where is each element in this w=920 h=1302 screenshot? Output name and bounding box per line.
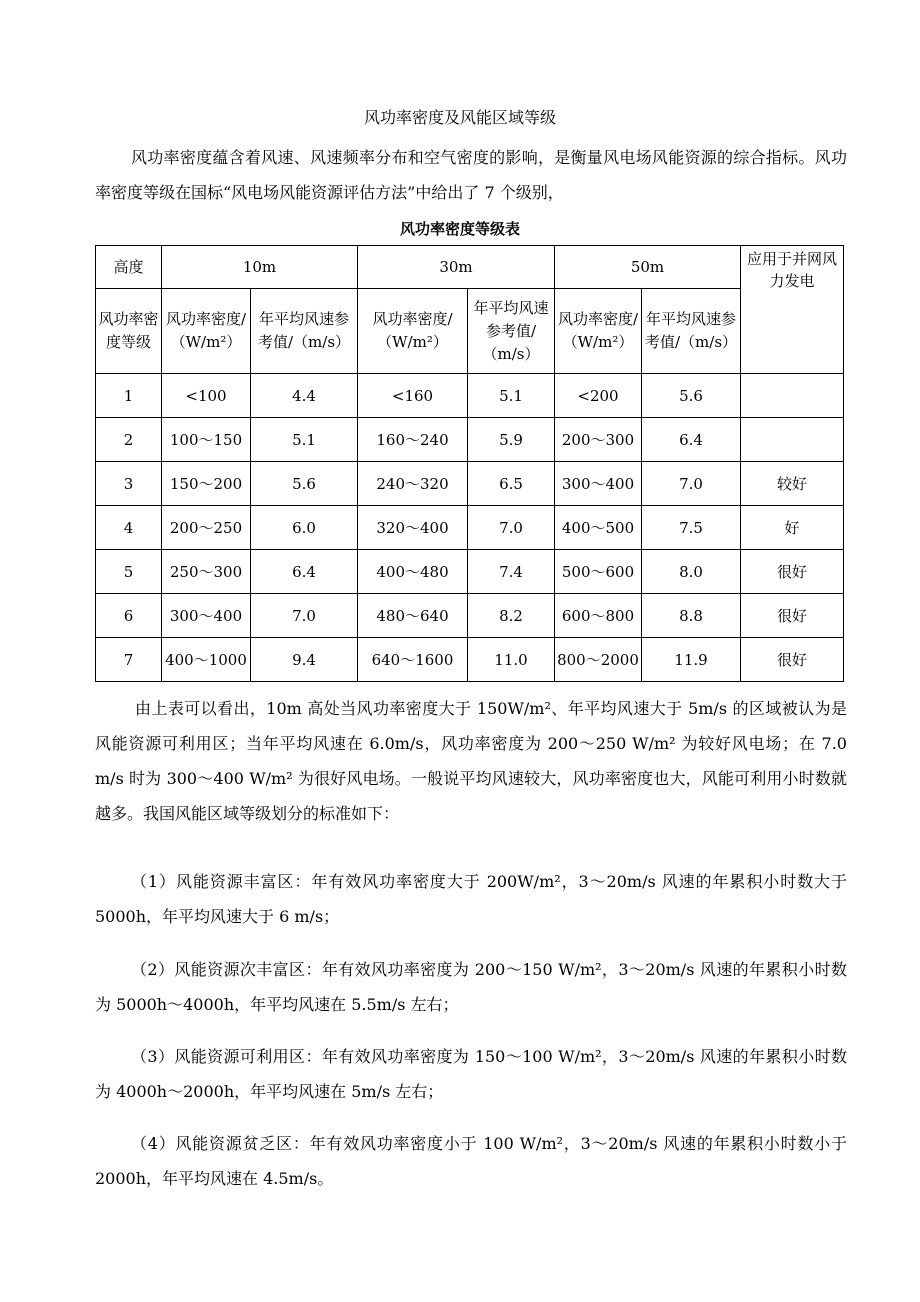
cell-speed-50m: 8.0 <box>642 550 741 594</box>
zone-item-usable: （3）风能资源可利用区：年有效风功率密度为 150～100 W/m²，3～20m/s 风速的年累积小时数为 4000h～2000h，年平均风速在 5m/s 左右； <box>95 1047 847 1101</box>
cell-speed-10m: 6.4 <box>251 550 358 594</box>
table-row <box>96 462 844 506</box>
cell-speed-50m: 7.0 <box>642 462 741 506</box>
table-header-heights <box>96 246 844 289</box>
header-speed-30m: 年平均风速参考值/（m/s） <box>468 289 555 374</box>
cell-density-30m: 160～240 <box>358 418 468 462</box>
header-density-10m: 风功率密度/（W/m²） <box>162 289 251 374</box>
cell-grade: 6 <box>96 594 162 638</box>
cell-speed-30m: 8.2 <box>468 594 555 638</box>
header-height-10m: 10m <box>162 246 358 289</box>
cell-density-30m: 320～400 <box>358 506 468 550</box>
zone-item-poor: （4）风能资源贫乏区：年有效风功率密度小于 100 W/m²，3～20m/s 风速的年累积小时数小于 2000h，年平均风速在 4.5m/s。 <box>95 1134 847 1188</box>
cell-speed-50m: 6.4 <box>642 418 741 462</box>
cell-speed-10m: 5.1 <box>251 418 358 462</box>
cell-density-50m: 500～600 <box>555 550 642 594</box>
cell-use: 很好 <box>741 638 844 682</box>
cell-speed-10m: 6.0 <box>251 506 358 550</box>
header-speed-10m: 年平均风速参考值/（m/s） <box>251 289 358 374</box>
cell-density-50m: 300～400 <box>555 462 642 506</box>
zone-item-sub-rich: （2）风能资源次丰富区：年有效风功率密度为 200～150 W/m²，3～20m/s 风速的年累积小时数为 5000h～4000h，年平均风速在 5.5m/s 左右； <box>95 960 847 1014</box>
table-row <box>96 374 844 418</box>
cell-speed-10m: 7.0 <box>251 594 358 638</box>
table-row <box>96 550 844 594</box>
cell-use: 很好 <box>741 550 844 594</box>
cell-grade: 5 <box>96 550 162 594</box>
table-row <box>96 594 844 638</box>
cell-speed-30m: 5.9 <box>468 418 555 462</box>
cell-speed-30m: 5.1 <box>468 374 555 418</box>
header-height-label: 高度 <box>96 246 162 289</box>
header-grade: 风功率密度等级 <box>96 289 162 374</box>
cell-speed-10m: 4.4 <box>251 374 358 418</box>
document-title: 风功率密度及风能区域等级 <box>363 108 556 127</box>
cell-use <box>741 374 844 418</box>
table-row <box>96 418 844 462</box>
cell-speed-10m: 5.6 <box>251 462 358 506</box>
table-row <box>96 506 844 550</box>
cell-grade: 1 <box>96 374 162 418</box>
header-speed-50m: 年平均风速参考值/（m/s） <box>642 289 741 374</box>
cell-density-10m: 200～250 <box>162 506 251 550</box>
cell-density-10m: <100 <box>162 374 251 418</box>
zone-item-rich: （1）风能资源丰富区：年有效风功率密度大于 200W/m²，3～20m/s 风速的年累积小时数大于 5000h，年平均风速大于 6 m/s； <box>95 872 847 926</box>
cell-density-10m: 300～400 <box>162 594 251 638</box>
cell-speed-50m: 7.5 <box>642 506 741 550</box>
cell-density-10m: 250～300 <box>162 550 251 594</box>
cell-density-10m: 100～150 <box>162 418 251 462</box>
cell-density-50m: 600～800 <box>555 594 642 638</box>
cell-grade: 7 <box>96 638 162 682</box>
analysis-paragraph: 由上表可以看出，10m 高处当风功率密度大于 150W/m²、年平均风速大于 5m/s 的区域被认为是风能资源可利用区；当年平均风速在 6.0m/s，风功率密度为 200～250 W/m² 为较好风电场；在 7.0 m/s 时为 300～400 W/m² 为很好风电场。一般说平均风速较大，风功率密度也大，风能可利用小时数就越多。我国风能区域等级划分的标准如下： <box>95 699 847 823</box>
cell-density-30m: 240～320 <box>358 462 468 506</box>
cell-density-10m: 400～1000 <box>162 638 251 682</box>
cell-speed-30m: 6.5 <box>468 462 555 506</box>
cell-density-30m: 640～1600 <box>358 638 468 682</box>
header-height-30m: 30m <box>358 246 555 289</box>
cell-speed-50m: 5.6 <box>642 374 741 418</box>
header-density-30m: 风功率密度/（W/m²） <box>358 289 468 374</box>
table-row <box>96 638 844 682</box>
cell-density-50m: 200～300 <box>555 418 642 462</box>
cell-speed-30m: 7.4 <box>468 550 555 594</box>
table-header-columns <box>96 289 844 374</box>
cell-speed-50m: 11.9 <box>642 638 741 682</box>
cell-density-10m: 150～200 <box>162 462 251 506</box>
cell-density-30m: <160 <box>358 374 468 418</box>
cell-use: 较好 <box>741 462 844 506</box>
cell-speed-10m: 9.4 <box>251 638 358 682</box>
intro-paragraph: 风功率密度蕴含着风速、风速频率分布和空气密度的影响，是衡量风电场风能资源的综合指标。风功率密度等级在国标“风电场风能资源评估方法”中给出了 7 个级别， <box>95 148 847 202</box>
table-title: 风功率密度等级表 <box>399 220 520 238</box>
cell-speed-30m: 11.0 <box>468 638 555 682</box>
cell-density-50m: 800～2000 <box>555 638 642 682</box>
cell-density-30m: 400～480 <box>358 550 468 594</box>
cell-use: 很好 <box>741 594 844 638</box>
header-height-50m: 50m <box>555 246 741 289</box>
cell-speed-30m: 7.0 <box>468 506 555 550</box>
cell-grade: 3 <box>96 462 162 506</box>
wind-power-density-table <box>95 245 844 682</box>
cell-grade: 4 <box>96 506 162 550</box>
cell-density-50m: <200 <box>555 374 642 418</box>
cell-grade: 2 <box>96 418 162 462</box>
header-grid-use: 应用于并网风力发电 <box>741 246 844 374</box>
cell-density-30m: 480～640 <box>358 594 468 638</box>
cell-use <box>741 418 844 462</box>
header-density-50m: 风功率密度/（W/m²） <box>555 289 642 374</box>
cell-density-50m: 400～500 <box>555 506 642 550</box>
cell-use: 好 <box>741 506 844 550</box>
cell-speed-50m: 8.8 <box>642 594 741 638</box>
